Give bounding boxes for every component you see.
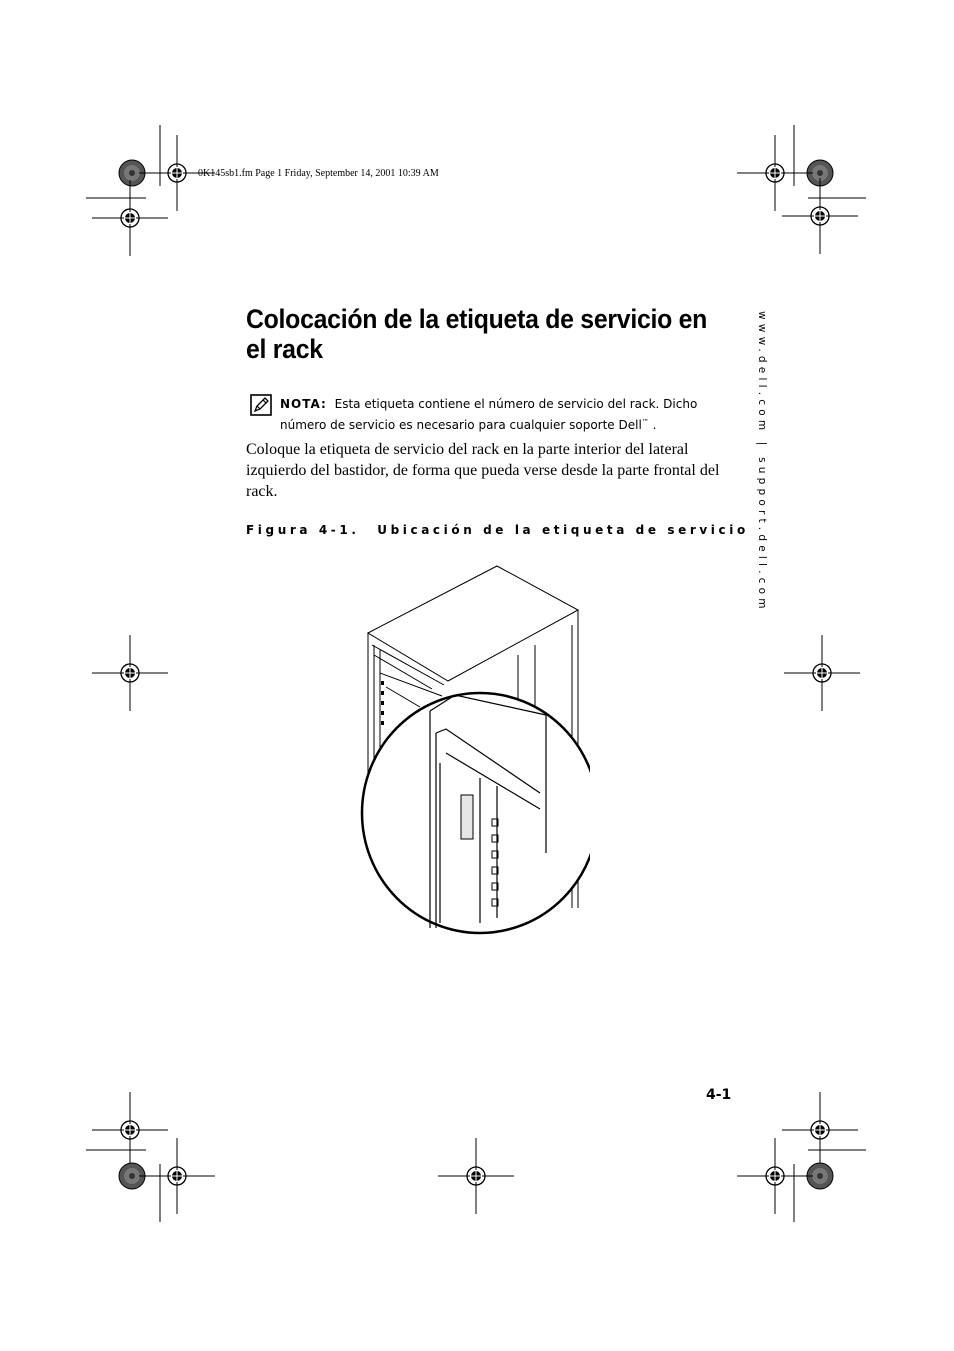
page-number: 4-1: [706, 1087, 732, 1103]
note-pencil-icon: [250, 394, 272, 416]
figure-caption: [246, 523, 749, 537]
figure-title: Ubicación de la etiqueta de servicio: [377, 523, 749, 537]
page-title: Colocación de la etiqueta de servicio en el rack: [246, 304, 708, 364]
note-block: [280, 395, 740, 434]
figure-number: Figura 4-1.: [246, 523, 360, 537]
note-end: .: [648, 418, 657, 432]
note-label: NOTA:: [280, 397, 327, 411]
side-url: www.dell.com | support.dell.com: [756, 311, 768, 613]
note-text: Esta etiqueta contiene el número de servicio del rack. Dicho número de servicio es necesario para cualquier soporte Dell: [280, 397, 698, 432]
rack-service-tag-illustration: [360, 563, 590, 943]
print-header: 0K145sb1.fm Page 1 Friday, September 14, 2001 10:39 AM: [198, 168, 439, 179]
body-paragraph: Coloque la etiqueta de servicio del rack en la parte interior del lateral izquierdo del bastidor, de forma que pueda verse desde la parte frontal del rack.: [246, 441, 720, 500]
trademark-symbol: ™: [641, 418, 649, 426]
